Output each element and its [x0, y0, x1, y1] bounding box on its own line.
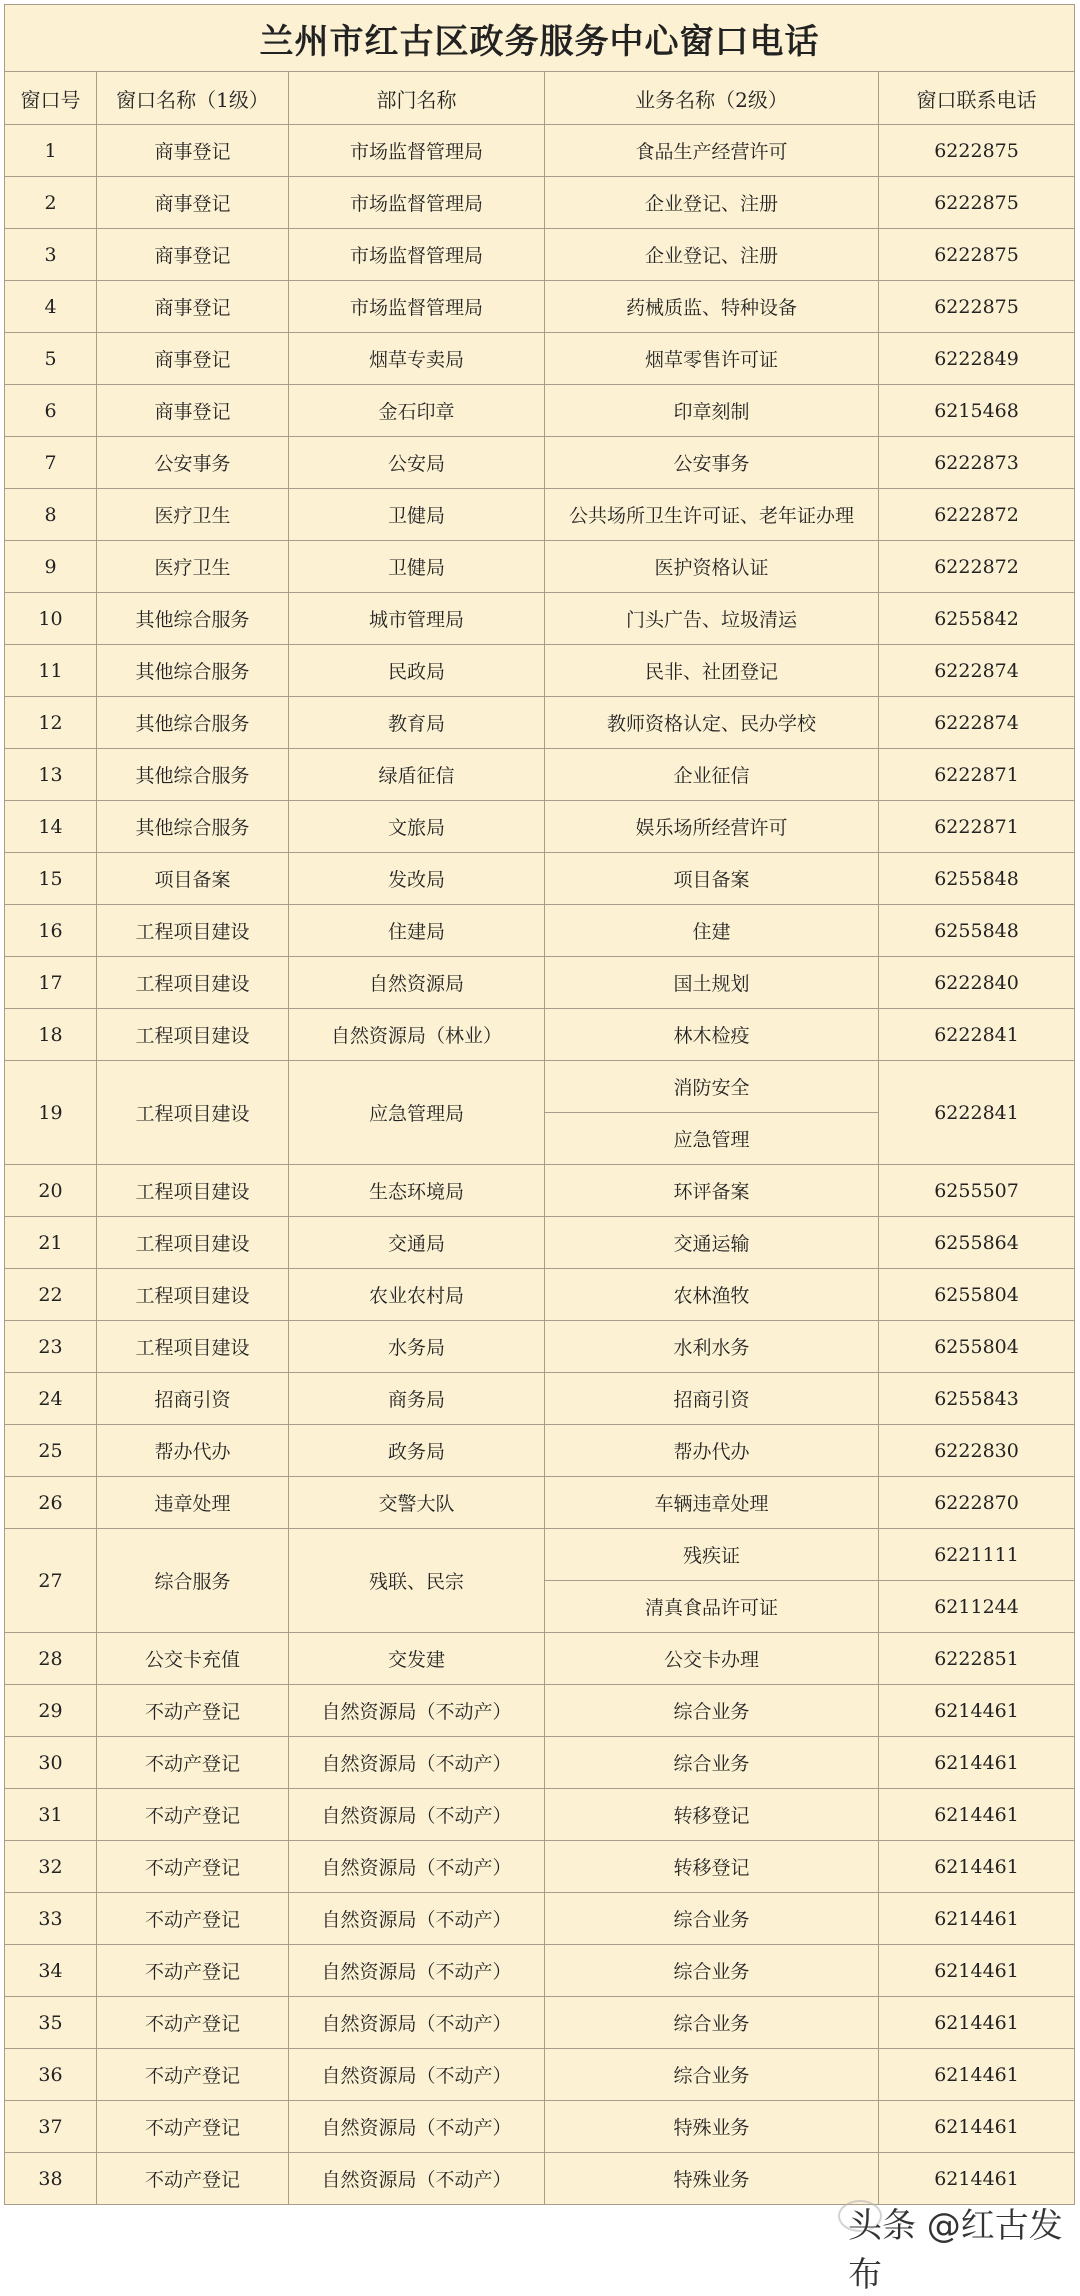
table-row [5, 1789, 1075, 1841]
window-name-cell: 商事登记 [97, 177, 289, 229]
department-cell: 生态环境局 [289, 1165, 545, 1217]
department-cell: 文旅局 [289, 801, 545, 853]
table-row [5, 1269, 1075, 1321]
table-row [5, 489, 1075, 541]
business-cell: 综合业务 [545, 1945, 879, 1997]
window-no-cell: 9 [5, 541, 97, 593]
table-row [5, 281, 1075, 333]
department-cell: 金石印章 [289, 385, 545, 437]
business-cell: 农林渔牧 [545, 1269, 879, 1321]
window-no-cell: 35 [5, 1997, 97, 2049]
department-cell: 绿盾征信 [289, 749, 545, 801]
department-cell: 应急管理局 [289, 1061, 545, 1165]
business-cell: 企业征信 [545, 749, 879, 801]
phone-cell: 6222870 [879, 1477, 1075, 1529]
department-cell: 自然资源局（不动产） [289, 1893, 545, 1945]
phone-cell: 6222872 [879, 489, 1075, 541]
phone-cell: 6222875 [879, 229, 1075, 281]
business-cell: 交通运输 [545, 1217, 879, 1269]
window-no-cell: 1 [5, 125, 97, 177]
business-cell: 烟草零售许可证 [545, 333, 879, 385]
window-name-cell: 招商引资 [97, 1373, 289, 1425]
header-business: 业务名称（2级） [545, 72, 879, 125]
phone-cell: 6222841 [879, 1061, 1075, 1165]
header-window-name: 窗口名称（1级） [97, 72, 289, 125]
window-name-cell: 不动产登记 [97, 2049, 289, 2101]
phone-cell: 6255842 [879, 593, 1075, 645]
window-no-cell: 11 [5, 645, 97, 697]
window-name-cell: 不动产登记 [97, 1789, 289, 1841]
phone-cell: 6222873 [879, 437, 1075, 489]
window-name-cell: 不动产登记 [97, 2101, 289, 2153]
phone-cell: 6255507 [879, 1165, 1075, 1217]
phone-cell: 6222830 [879, 1425, 1075, 1477]
business-cell: 环评备案 [545, 1165, 879, 1217]
table-row [5, 2153, 1075, 2205]
window-name-cell: 不动产登记 [97, 2153, 289, 2205]
window-phone-table [4, 4, 1075, 2205]
window-name-cell: 工程项目建设 [97, 1009, 289, 1061]
business-cell: 门头广告、垃圾清运 [545, 593, 879, 645]
department-cell: 自然资源局（林业） [289, 1009, 545, 1061]
department-cell: 交警大队 [289, 1477, 545, 1529]
watermark: 头条 @红古发布 [848, 2206, 1063, 2295]
phone-cell: 6214461 [879, 2153, 1075, 2205]
window-name-cell: 其他综合服务 [97, 697, 289, 749]
window-name-cell: 不动产登记 [97, 1685, 289, 1737]
business-cell: 综合业务 [545, 1685, 879, 1737]
window-no-cell: 19 [5, 1061, 97, 1165]
business-cell: 消防安全 [545, 1061, 879, 1113]
window-no-cell: 17 [5, 957, 97, 1009]
phone-cell: 6222871 [879, 801, 1075, 853]
phone-cell: 6214461 [879, 2049, 1075, 2101]
department-cell: 自然资源局（不动产） [289, 1945, 545, 1997]
business-cell: 综合业务 [545, 1737, 879, 1789]
window-no-cell: 7 [5, 437, 97, 489]
window-name-cell: 商事登记 [97, 385, 289, 437]
department-cell: 自然资源局（不动产） [289, 1997, 545, 2049]
phone-cell: 6222871 [879, 749, 1075, 801]
window-no-cell: 14 [5, 801, 97, 853]
header-row [5, 72, 1075, 125]
department-cell: 政务局 [289, 1425, 545, 1477]
phone-cell: 6255864 [879, 1217, 1075, 1269]
window-no-cell: 34 [5, 1945, 97, 1997]
department-cell: 教育局 [289, 697, 545, 749]
table-row [5, 1165, 1075, 1217]
window-name-cell: 工程项目建设 [97, 905, 289, 957]
window-name-cell: 不动产登记 [97, 1893, 289, 1945]
department-cell: 自然资源局（不动产） [289, 2049, 545, 2101]
phone-cell: 6222872 [879, 541, 1075, 593]
business-cell: 民非、社团登记 [545, 645, 879, 697]
table-row [5, 1009, 1075, 1061]
department-cell: 住建局 [289, 905, 545, 957]
business-cell: 药械质监、特种设备 [545, 281, 879, 333]
department-cell: 水务局 [289, 1321, 545, 1373]
table-row [5, 1685, 1075, 1737]
window-name-cell: 不动产登记 [97, 1737, 289, 1789]
department-cell: 市场监督管理局 [289, 125, 545, 177]
window-no-cell: 15 [5, 853, 97, 905]
phone-cell: 6214461 [879, 2101, 1075, 2153]
business-cell: 综合业务 [545, 1997, 879, 2049]
table-row [5, 177, 1075, 229]
window-name-cell: 工程项目建设 [97, 1165, 289, 1217]
table-row [5, 697, 1075, 749]
department-cell: 残联、民宗 [289, 1529, 545, 1633]
window-name-cell: 项目备案 [97, 853, 289, 905]
phone-cell: 6214461 [879, 1893, 1075, 1945]
table-row [5, 1737, 1075, 1789]
table-row [5, 801, 1075, 853]
business-cell: 转移登记 [545, 1789, 879, 1841]
business-cell: 水利水务 [545, 1321, 879, 1373]
phone-cell: 6222840 [879, 957, 1075, 1009]
window-name-cell: 不动产登记 [97, 1997, 289, 2049]
business-cell: 公共场所卫生许可证、老年证办理 [545, 489, 879, 541]
header-phone: 窗口联系电话 [879, 72, 1075, 125]
window-no-cell: 8 [5, 489, 97, 541]
window-name-cell: 不动产登记 [97, 1945, 289, 1997]
window-name-cell: 商事登记 [97, 333, 289, 385]
business-cell: 企业登记、注册 [545, 177, 879, 229]
phone-cell: 6222851 [879, 1633, 1075, 1685]
business-cell: 国土规划 [545, 957, 879, 1009]
business-cell: 应急管理 [545, 1113, 879, 1165]
business-cell: 公安事务 [545, 437, 879, 489]
table-row [5, 385, 1075, 437]
phone-cell: 6214461 [879, 1685, 1075, 1737]
table-row [5, 1841, 1075, 1893]
table-row [5, 1529, 1075, 1581]
window-no-cell: 12 [5, 697, 97, 749]
department-cell: 自然资源局（不动产） [289, 2101, 545, 2153]
business-cell: 综合业务 [545, 1893, 879, 1945]
window-no-cell: 25 [5, 1425, 97, 1477]
table-row [5, 1061, 1075, 1113]
department-cell: 交发建 [289, 1633, 545, 1685]
window-no-cell: 23 [5, 1321, 97, 1373]
table-body [5, 125, 1075, 2205]
window-name-cell: 其他综合服务 [97, 749, 289, 801]
department-cell: 发改局 [289, 853, 545, 905]
business-cell: 帮办代办 [545, 1425, 879, 1477]
header-department: 部门名称 [289, 72, 545, 125]
phone-cell: 6222875 [879, 177, 1075, 229]
business-cell: 项目备案 [545, 853, 879, 905]
business-cell: 特殊业务 [545, 2153, 879, 2205]
department-cell: 卫健局 [289, 489, 545, 541]
table-row [5, 905, 1075, 957]
business-cell: 残疾证 [545, 1529, 879, 1581]
table-row [5, 749, 1075, 801]
phone-cell: 6222849 [879, 333, 1075, 385]
window-name-cell: 其他综合服务 [97, 593, 289, 645]
table-row [5, 1425, 1075, 1477]
window-no-cell: 16 [5, 905, 97, 957]
window-no-cell: 28 [5, 1633, 97, 1685]
phone-cell: 6214461 [879, 1945, 1075, 1997]
window-name-cell: 商事登记 [97, 229, 289, 281]
business-cell: 林木检疫 [545, 1009, 879, 1061]
business-cell: 医护资格认证 [545, 541, 879, 593]
window-name-cell: 商事登记 [97, 281, 289, 333]
department-cell: 公安局 [289, 437, 545, 489]
department-cell: 商务局 [289, 1373, 545, 1425]
business-cell: 转移登记 [545, 1841, 879, 1893]
window-no-cell: 24 [5, 1373, 97, 1425]
window-no-cell: 29 [5, 1685, 97, 1737]
business-cell: 车辆违章处理 [545, 1477, 879, 1529]
table-row [5, 229, 1075, 281]
table-row [5, 1997, 1075, 2049]
window-no-cell: 22 [5, 1269, 97, 1321]
window-no-cell: 5 [5, 333, 97, 385]
phone-cell: 6222875 [879, 125, 1075, 177]
department-cell: 自然资源局（不动产） [289, 1789, 545, 1841]
table-row [5, 1477, 1075, 1529]
department-cell: 城市管理局 [289, 593, 545, 645]
business-cell: 企业登记、注册 [545, 229, 879, 281]
department-cell: 烟草专卖局 [289, 333, 545, 385]
phone-cell: 6214461 [879, 1997, 1075, 2049]
table-row [5, 1373, 1075, 1425]
window-no-cell: 32 [5, 1841, 97, 1893]
table-row [5, 1945, 1075, 1997]
table-row [5, 957, 1075, 1009]
window-name-cell: 工程项目建设 [97, 957, 289, 1009]
phone-cell: 6214461 [879, 1789, 1075, 1841]
table-row [5, 853, 1075, 905]
table-row [5, 2049, 1075, 2101]
phone-cell: 6215468 [879, 385, 1075, 437]
business-cell: 食品生产经营许可 [545, 125, 879, 177]
department-cell: 市场监督管理局 [289, 177, 545, 229]
business-cell: 公交卡办理 [545, 1633, 879, 1685]
window-name-cell: 工程项目建设 [97, 1061, 289, 1165]
department-cell: 农业农村局 [289, 1269, 545, 1321]
window-name-cell: 工程项目建设 [97, 1217, 289, 1269]
window-no-cell: 31 [5, 1789, 97, 1841]
department-cell: 自然资源局（不动产） [289, 1841, 545, 1893]
window-no-cell: 10 [5, 593, 97, 645]
department-cell: 自然资源局（不动产） [289, 1737, 545, 1789]
business-cell: 住建 [545, 905, 879, 957]
department-cell: 自然资源局（不动产） [289, 2153, 545, 2205]
phone-cell: 6222874 [879, 645, 1075, 697]
phone-cell: 6222841 [879, 1009, 1075, 1061]
window-name-cell: 公安事务 [97, 437, 289, 489]
phone-cell: 6221111 [879, 1529, 1075, 1581]
table-row [5, 1633, 1075, 1685]
window-no-cell: 38 [5, 2153, 97, 2205]
department-cell: 民政局 [289, 645, 545, 697]
window-no-cell: 18 [5, 1009, 97, 1061]
window-name-cell: 不动产登记 [97, 1841, 289, 1893]
window-name-cell: 其他综合服务 [97, 801, 289, 853]
table-row [5, 593, 1075, 645]
window-name-cell: 综合服务 [97, 1529, 289, 1633]
phone-table-container [4, 4, 1074, 2205]
window-no-cell: 36 [5, 2049, 97, 2101]
header-window-no: 窗口号 [5, 72, 97, 125]
window-no-cell: 30 [5, 1737, 97, 1789]
window-no-cell: 26 [5, 1477, 97, 1529]
department-cell: 自然资源局（不动产） [289, 1685, 545, 1737]
window-name-cell: 医疗卫生 [97, 489, 289, 541]
department-cell: 交通局 [289, 1217, 545, 1269]
table-row [5, 1321, 1075, 1373]
window-no-cell: 4 [5, 281, 97, 333]
table-row [5, 1217, 1075, 1269]
phone-cell: 6222875 [879, 281, 1075, 333]
phone-cell: 6255843 [879, 1373, 1075, 1425]
phone-cell: 6211244 [879, 1581, 1075, 1633]
window-no-cell: 13 [5, 749, 97, 801]
window-name-cell: 帮办代办 [97, 1425, 289, 1477]
table-row [5, 333, 1075, 385]
window-name-cell: 工程项目建设 [97, 1269, 289, 1321]
window-no-cell: 3 [5, 229, 97, 281]
phone-cell: 6214461 [879, 1737, 1075, 1789]
business-cell: 印章刻制 [545, 385, 879, 437]
table-row [5, 1893, 1075, 1945]
business-cell: 娱乐场所经营许可 [545, 801, 879, 853]
window-name-cell: 医疗卫生 [97, 541, 289, 593]
phone-cell: 6255848 [879, 905, 1075, 957]
table-row [5, 541, 1075, 593]
window-no-cell: 20 [5, 1165, 97, 1217]
window-name-cell: 其他综合服务 [97, 645, 289, 697]
department-cell: 市场监督管理局 [289, 281, 545, 333]
phone-cell: 6255804 [879, 1321, 1075, 1373]
window-no-cell: 2 [5, 177, 97, 229]
department-cell: 卫健局 [289, 541, 545, 593]
window-no-cell: 33 [5, 1893, 97, 1945]
table-row [5, 125, 1075, 177]
table-row [5, 437, 1075, 489]
department-cell: 市场监督管理局 [289, 229, 545, 281]
window-no-cell: 37 [5, 2101, 97, 2153]
phone-cell: 6214461 [879, 1841, 1075, 1893]
phone-cell: 6255804 [879, 1269, 1075, 1321]
window-name-cell: 工程项目建设 [97, 1321, 289, 1373]
department-cell: 自然资源局 [289, 957, 545, 1009]
window-name-cell: 商事登记 [97, 125, 289, 177]
phone-cell: 6222874 [879, 697, 1075, 749]
business-cell: 综合业务 [545, 2049, 879, 2101]
window-no-cell: 27 [5, 1529, 97, 1633]
business-cell: 清真食品许可证 [545, 1581, 879, 1633]
business-cell: 招商引资 [545, 1373, 879, 1425]
business-cell: 特殊业务 [545, 2101, 879, 2153]
window-name-cell: 违章处理 [97, 1477, 289, 1529]
business-cell: 教师资格认定、民办学校 [545, 697, 879, 749]
window-no-cell: 6 [5, 385, 97, 437]
window-no-cell: 21 [5, 1217, 97, 1269]
phone-cell: 6255848 [879, 853, 1075, 905]
window-name-cell: 公交卡充值 [97, 1633, 289, 1685]
table-title: 兰州市红古区政务服务中心窗口电话 [5, 5, 1075, 72]
table-row [5, 2101, 1075, 2153]
table-row [5, 645, 1075, 697]
